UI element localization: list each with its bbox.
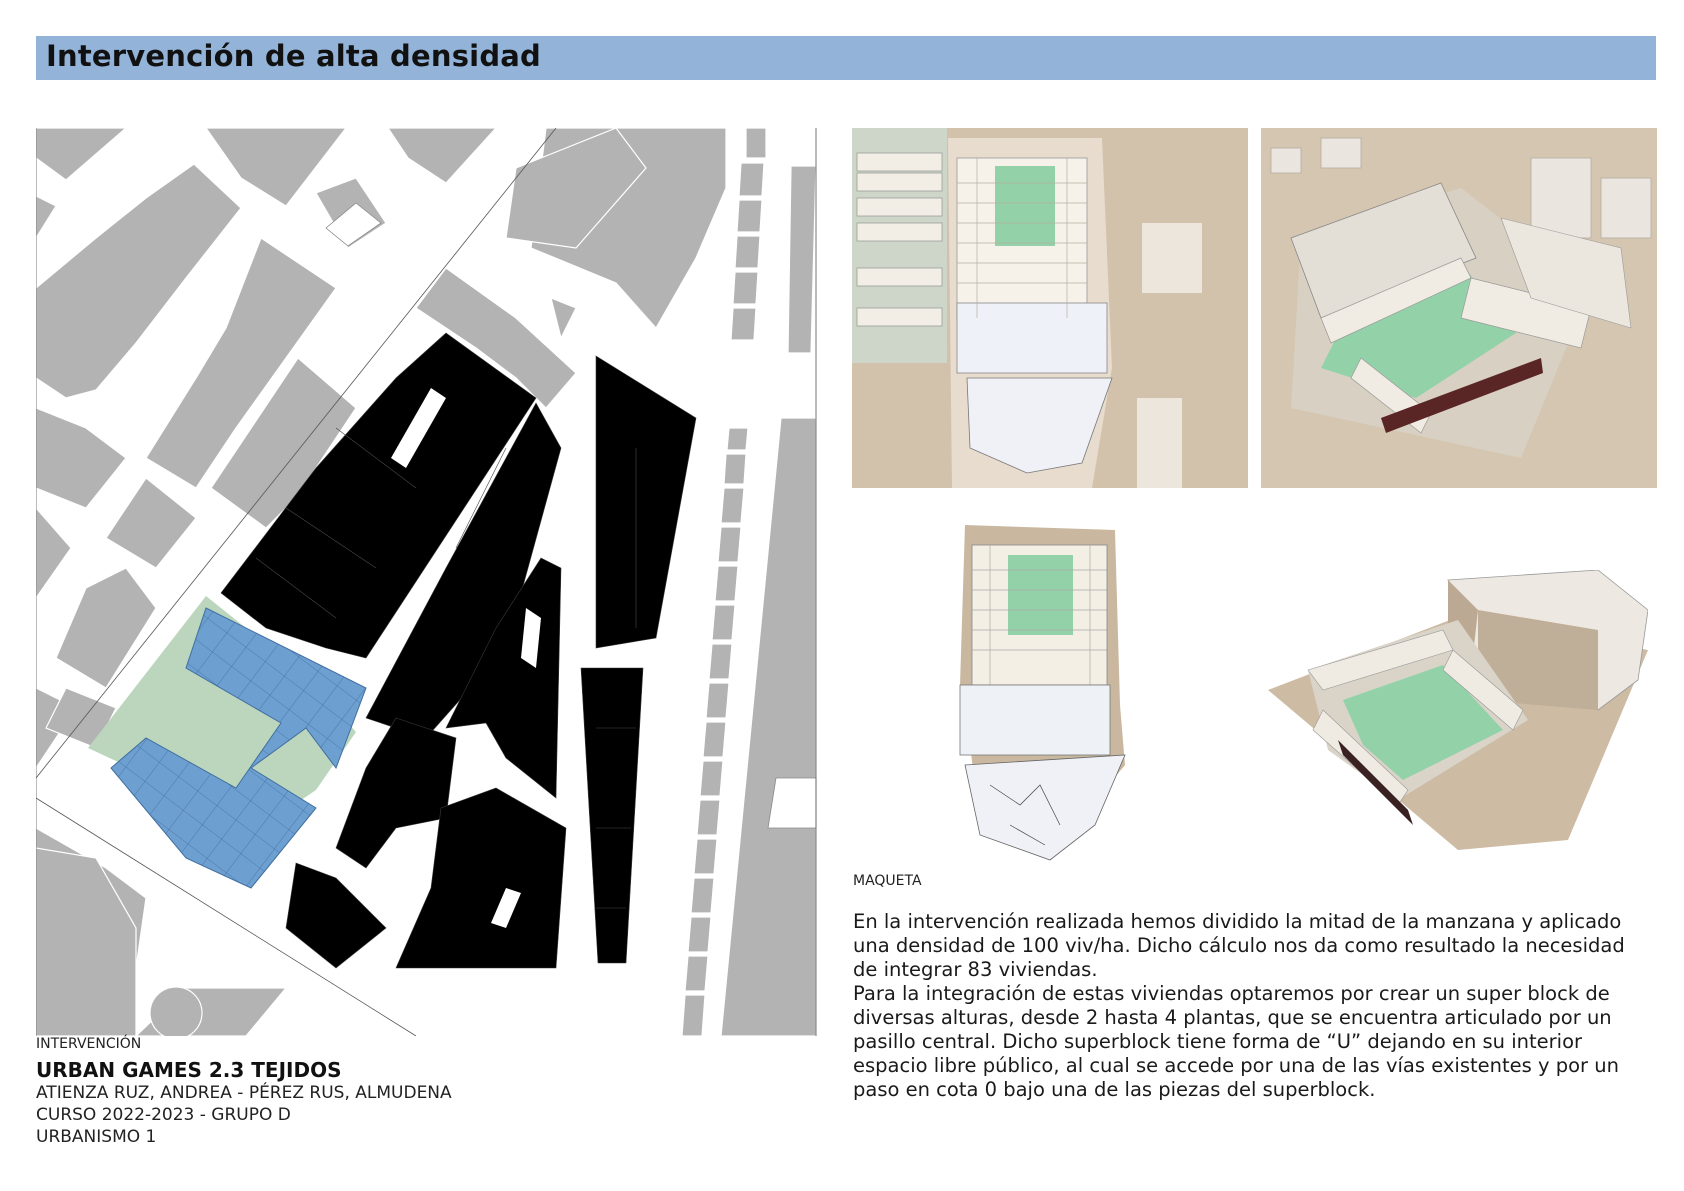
model-photo-perspective xyxy=(1261,128,1657,488)
model-caption: MAQUETA xyxy=(853,873,922,889)
site-plan-drawing xyxy=(36,128,842,1036)
authors: ATIENZA RUZ, ANDREA - PÉREZ RUS, ALMUDENA xyxy=(36,1083,452,1103)
model-plan-view xyxy=(950,525,1140,865)
model-photo-top-view xyxy=(852,128,1248,488)
description-paragraph-1: En la intervención realizada hemos dividido la mitad de la manzana y aplicado una densidad de 100 viv/ha. Dicho cálculo nos da como resultado la necesidad de integrar 83 viviendas. xyxy=(853,910,1625,981)
roundabout xyxy=(150,987,202,1036)
page-title: Intervención de alta densidad xyxy=(46,39,542,73)
course: CURSO 2022-2023 - GRUPO D xyxy=(36,1105,291,1125)
credits xyxy=(36,1058,452,1148)
plan-caption: INTERVENCIÓN xyxy=(36,1036,142,1052)
description-paragraph-2: Para la integración de estas viviendas optaremos por crear un super block de diversas alturas, desde 2 hasta 4 plantas, que se encuentra articulado por un pasillo central. Dicho superblock tiene forma de “U” dejando en su interior espacio libre público, al cual se accede por una de las vías existentes y por un paso en cota 0 bajo una de las piezas del superblock. xyxy=(853,982,1619,1101)
project-title: URBAN GAMES 2.3 TEJIDOS xyxy=(36,1058,342,1082)
model-perspective-view xyxy=(1268,570,1648,860)
title-bar xyxy=(36,36,1656,80)
description xyxy=(853,910,1653,1102)
subject: URBANISMO 1 xyxy=(36,1127,157,1147)
